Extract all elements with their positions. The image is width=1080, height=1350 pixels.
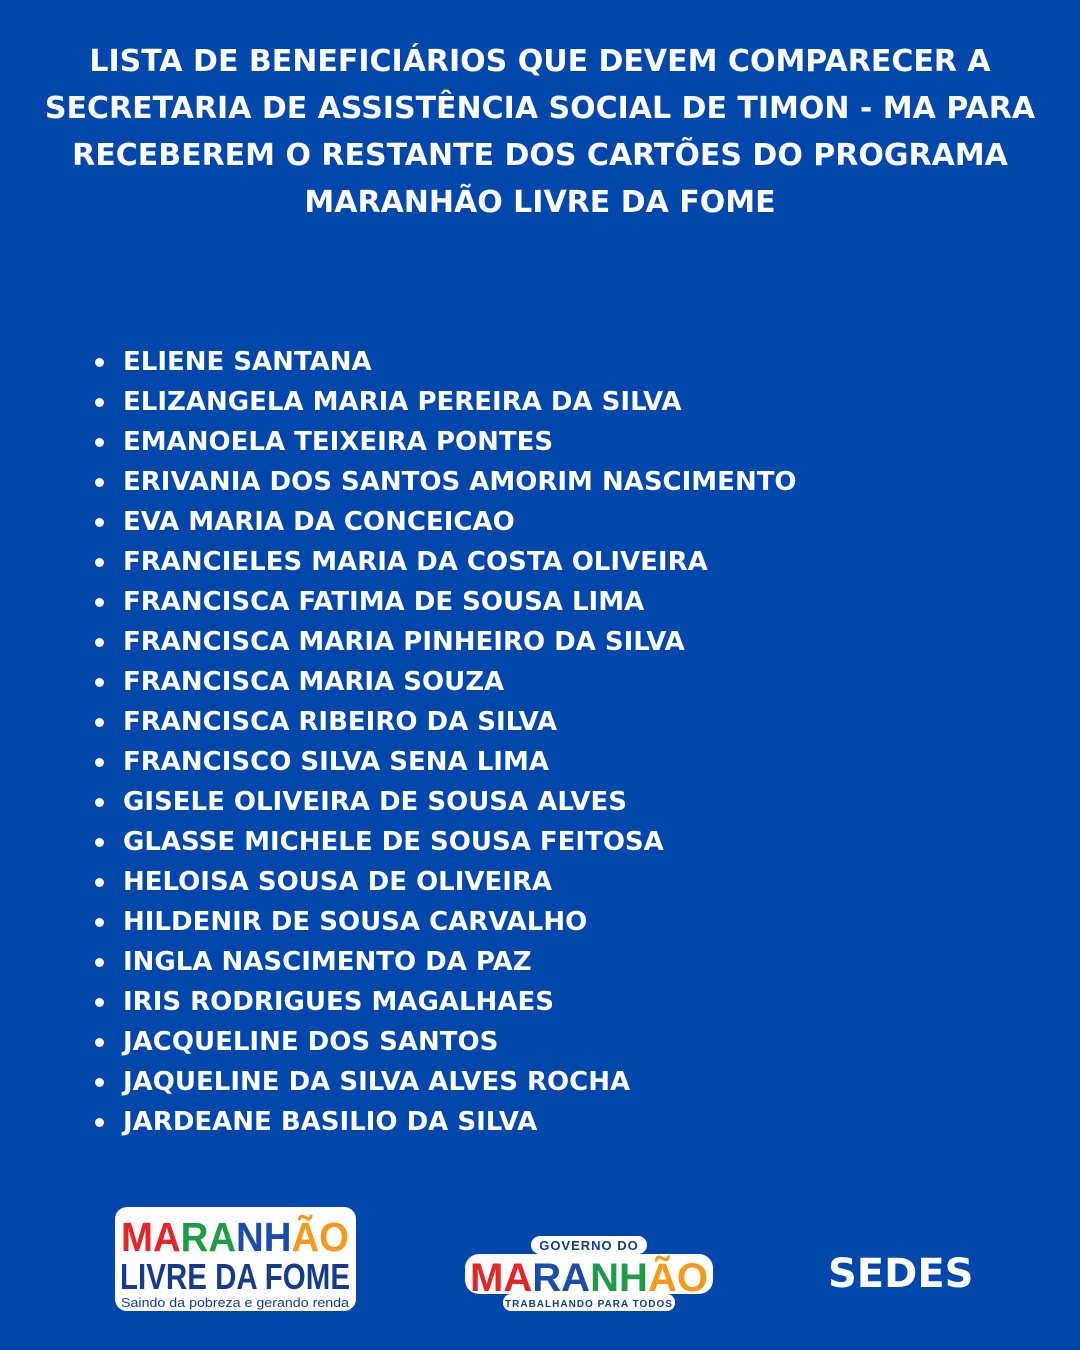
list-item (95, 462, 797, 502)
bullet-icon (95, 358, 104, 367)
beneficiary-name: FRANCISCA FATIMA DE SOUSA LIMA (123, 587, 645, 617)
title-line-4: MARANHÃO LIVRE DA FOME (304, 185, 776, 220)
list-item (95, 382, 797, 422)
logo-gov-bottom: TRABALHANDO PARA TODOS (505, 1299, 673, 1310)
page-title (40, 38, 1040, 226)
title-line-2: SECRETARIA DE ASSISTÊNCIA SOCIAL DE TIMON - MA PARA (44, 91, 1036, 126)
bullet-icon (95, 1078, 104, 1087)
list-item (95, 782, 797, 822)
logo-gov-name: MARANHÃO (470, 1256, 708, 1300)
list-item (95, 1022, 797, 1062)
beneficiary-name: GLASSE MICHELE DE SOUSA FEITOSA (123, 827, 664, 857)
beneficiary-name: FRANCISCA MARIA SOUZA (123, 667, 505, 697)
bullet-icon (95, 518, 104, 527)
beneficiary-name: EVA MARIA DA CONCEICAO (123, 507, 515, 537)
list-item (95, 342, 797, 382)
agency-label: SEDES (828, 1251, 974, 1297)
beneficiary-name: JARDEANE BASILIO DA SILVA (123, 1107, 538, 1137)
list-item (95, 502, 797, 542)
bullet-icon (95, 838, 104, 847)
beneficiary-name: FRANCISCO SILVA SENA LIMA (123, 747, 549, 777)
bullet-icon (95, 1038, 104, 1047)
logo-program-line2: LIVRE DA FOME (120, 1256, 350, 1297)
list-item (95, 1062, 797, 1102)
bullet-icon (95, 558, 104, 567)
bullet-icon (95, 478, 104, 487)
logo-program-tagline: Saindo da pobreza e gerando renda (121, 1295, 350, 1310)
bullet-icon (95, 998, 104, 1007)
beneficiary-name: HILDENIR DE SOUSA CARVALHO (123, 907, 588, 937)
bullet-icon (95, 438, 104, 447)
beneficiary-name: JAQUELINE DA SILVA ALVES ROCHA (123, 1067, 631, 1097)
beneficiary-name: EMANOELA TEIXEIRA PONTES (123, 427, 554, 457)
list-item (95, 582, 797, 622)
logo-gov-top: GOVERNO DO (539, 1238, 639, 1253)
list-item (95, 622, 797, 662)
beneficiary-name: FRANCIELES MARIA DA COSTA OLIVEIRA (123, 547, 708, 577)
bullet-icon (95, 398, 104, 407)
list-item (95, 702, 797, 742)
beneficiary-name: FRANCISCA RIBEIRO DA SILVA (123, 707, 558, 737)
bullet-icon (95, 718, 104, 727)
list-item (95, 742, 797, 782)
title-line-3: RECEBEREM O RESTANTE DOS CARTÕES DO PROGRAMA (72, 138, 1008, 173)
list-item (95, 942, 797, 982)
beneficiary-list (95, 342, 797, 1142)
bullet-icon (95, 678, 104, 687)
beneficiary-name: ELIZANGELA MARIA PEREIRA DA SILVA (123, 387, 682, 417)
bullet-icon (95, 798, 104, 807)
list-item (95, 542, 797, 582)
bullet-icon (95, 878, 104, 887)
maranhao-livre-da-fome-logo (113, 1203, 358, 1315)
beneficiary-name: ELIENE SANTANA (123, 347, 372, 377)
list-item (95, 822, 797, 862)
beneficiary-name: HELOISA SOUSA DE OLIVEIRA (123, 867, 553, 897)
list-item (95, 662, 797, 702)
bullet-icon (95, 638, 104, 647)
bullet-icon (95, 598, 104, 607)
list-item (95, 1102, 797, 1142)
beneficiary-name: FRANCISCA MARIA PINHEIRO DA SILVA (123, 627, 685, 657)
beneficiary-name: GISELE OLIVEIRA DE SOUSA ALVES (123, 787, 627, 817)
list-item (95, 862, 797, 902)
bullet-icon (95, 918, 104, 927)
beneficiary-name: IRIS RODRIGUES MAGALHAES (123, 987, 554, 1017)
beneficiary-name: INGLA NASCIMENTO DA PAZ (123, 947, 532, 977)
bullet-icon (95, 1118, 104, 1127)
list-item (95, 422, 797, 462)
bullet-icon (95, 758, 104, 767)
bullet-icon (95, 958, 104, 967)
beneficiary-name: JACQUELINE DOS SANTOS (123, 1027, 499, 1057)
governo-do-maranhao-logo (463, 1234, 715, 1314)
list-item (95, 982, 797, 1022)
list-item (95, 902, 797, 942)
title-line-1: LISTA DE BENEFICIÁRIOS QUE DEVEM COMPARECER A (89, 44, 991, 79)
logo-program-line1: MARANHÃO (121, 1214, 353, 1260)
beneficiary-name: ERIVANIA DOS SANTOS AMORIM NASCIMENTO (123, 467, 797, 497)
